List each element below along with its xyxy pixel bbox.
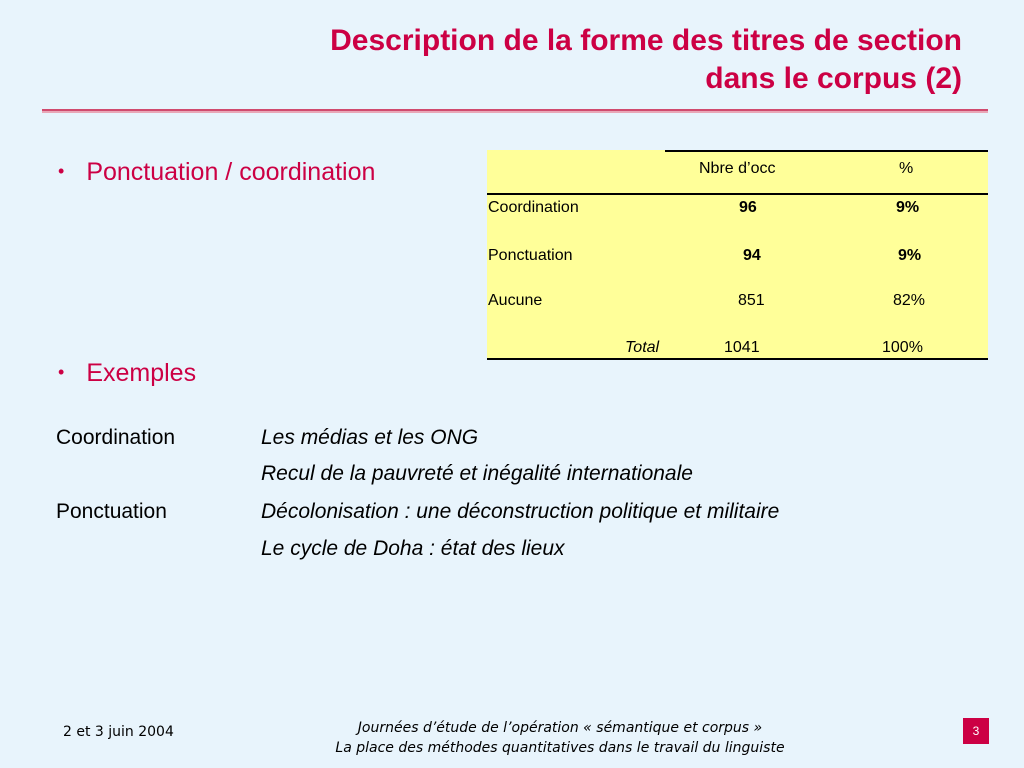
footer-event-line-2: La place des méthodes quantitatives dans le travail du linguiste: [335, 740, 785, 756]
table-top-rule: [665, 150, 988, 152]
row-count: 94: [743, 247, 761, 264]
example-title: Les médias et les ONG: [261, 426, 479, 449]
example-type: Coordination: [56, 426, 176, 449]
title-divider: [42, 109, 988, 111]
bullet-dot-icon: •: [58, 362, 65, 382]
stats-table: [487, 150, 988, 360]
footer-event-line-1: Journées d’étude de l’opération « sémantique et corpus »: [357, 720, 763, 736]
footer-event: [260, 718, 860, 758]
row-percent: 9%: [896, 199, 920, 216]
footer-date: 2 et 3 juin 2004: [63, 724, 174, 740]
title-line-1: Description de la forme des titres de section: [330, 24, 962, 57]
bullet-exemples: • Exemples: [58, 359, 197, 387]
example-type: Ponctuation: [56, 500, 167, 523]
row-label: Aucune: [488, 292, 543, 309]
page-number: 3: [963, 718, 989, 744]
table-header-rule: [487, 193, 988, 195]
total-count: 1041: [724, 339, 760, 356]
slide-title: [330, 22, 962, 98]
example-title: Recul de la pauvreté et inégalité internationale: [261, 462, 693, 485]
table-bottom-rule: [487, 358, 988, 360]
row-percent: 82%: [893, 292, 926, 309]
total-percent: 100%: [882, 339, 923, 356]
bullet-dot-icon: •: [58, 161, 65, 181]
example-title: Décolonisation : une déconstruction politique et militaire: [261, 500, 780, 523]
title-line-2: dans le corpus (2): [705, 62, 962, 95]
row-percent: 9%: [898, 247, 922, 264]
example-title: Le cycle de Doha : état des lieux: [261, 537, 565, 560]
bullet-ponctuation-coordination: • Ponctuation / coordination: [58, 158, 376, 186]
row-label: Coordination: [488, 199, 579, 216]
total-label: Total: [625, 339, 660, 356]
row-count: 96: [739, 199, 757, 216]
row-label: Ponctuation: [488, 247, 573, 264]
table-header-percent: %: [899, 160, 914, 177]
row-count: 851: [738, 292, 765, 309]
table-header-count: Nbre d’occ: [699, 160, 776, 177]
